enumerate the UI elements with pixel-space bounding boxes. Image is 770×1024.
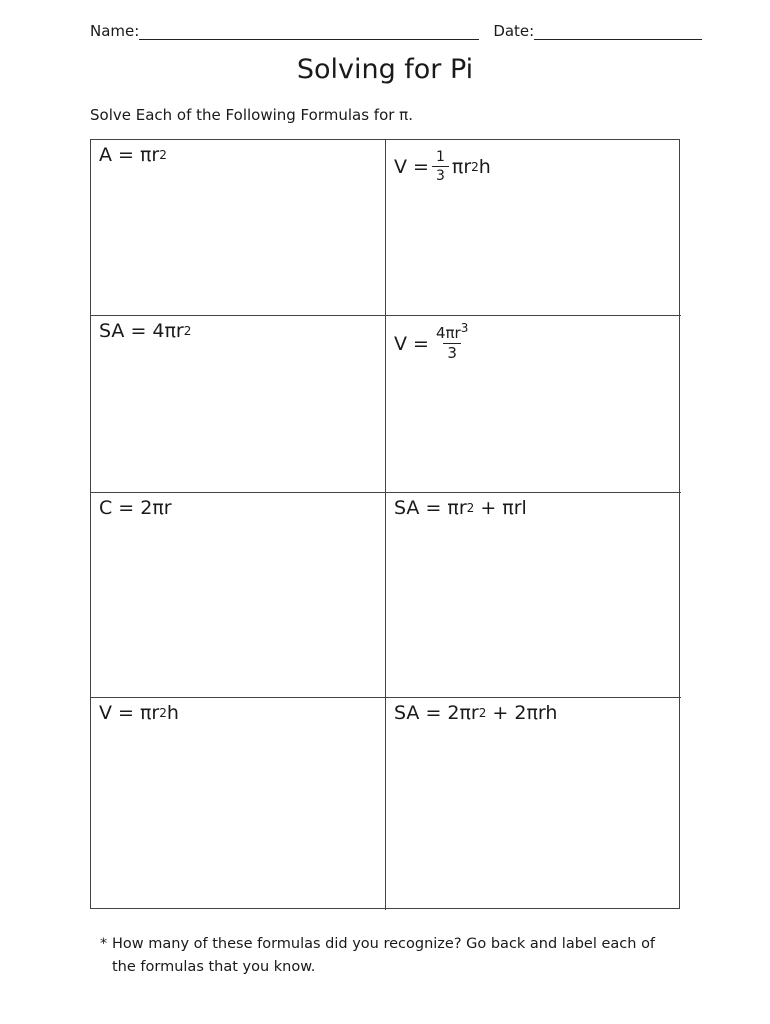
formula-grid — [90, 139, 680, 909]
fraction — [432, 321, 472, 362]
footnote-text: How many of these formulas did you recognize? Go back and label each of the formulas that you know. — [112, 936, 656, 975]
formula-cell-cylinder-volume[interactable] — [91, 698, 386, 910]
formula-lhs: SA = 2πr — [394, 702, 479, 724]
fraction-denominator: 3 — [432, 166, 449, 183]
formula-cell-sphere-surface-area[interactable] — [91, 316, 386, 493]
formula: C = 2πr — [99, 497, 172, 519]
exponent: 3 — [460, 321, 469, 335]
formula-cell-sphere-volume[interactable] — [386, 316, 681, 493]
formula-rhs: πr — [451, 155, 472, 178]
formula-lhs: V = — [394, 155, 429, 178]
fraction — [432, 150, 449, 183]
numerator-text: 4πr — [435, 324, 461, 342]
fraction-numerator — [432, 321, 472, 343]
formula: SA = πr 2 + πrl — [394, 497, 527, 519]
formula: SA = 2πr 2 + 2πrh — [394, 702, 558, 724]
formula-tail: h — [478, 155, 491, 178]
instructions: Solve Each of the Following Formulas for π. — [90, 106, 413, 124]
formula-cell-circumference[interactable] — [91, 493, 386, 698]
formula-tail: + 2πrh — [486, 702, 558, 724]
date-field[interactable] — [534, 25, 702, 40]
formula-cell-cone-surface-area[interactable] — [386, 493, 681, 698]
formula-lhs: A = πr — [99, 144, 160, 166]
formula: V = $\frac{1}{3}$ πr 2 h — [394, 149, 491, 184]
formula-lhs: SA = πr — [394, 497, 467, 519]
asterisk: * — [100, 936, 108, 952]
page-title: Solving for Pi — [296, 54, 474, 85]
name-field[interactable] — [139, 25, 479, 40]
name-label: Name: — [90, 22, 140, 40]
date-label: Date: — [493, 22, 535, 40]
formula-tail: h — [166, 702, 179, 724]
footnote — [100, 933, 680, 979]
formula-lhs: SA = 4πr — [99, 320, 184, 342]
formula: V = πr 2 h — [99, 702, 179, 724]
formula-cell-cone-volume[interactable] — [386, 140, 681, 316]
formula: A = πr 2 — [99, 144, 167, 166]
formula: SA = 4πr 2 — [99, 320, 192, 342]
formula-tail: + πrl — [474, 497, 527, 519]
formula-lhs: V = — [394, 332, 429, 355]
fraction-numerator: 1 — [435, 149, 445, 165]
formula — [394, 321, 475, 362]
formula-lhs: V = πr — [99, 702, 160, 724]
fraction-denominator: 3 — [443, 343, 461, 361]
formula-cell-circle-area[interactable] — [91, 140, 386, 316]
formula-cell-cylinder-surface-area[interactable] — [386, 698, 681, 910]
header-row — [90, 22, 702, 40]
